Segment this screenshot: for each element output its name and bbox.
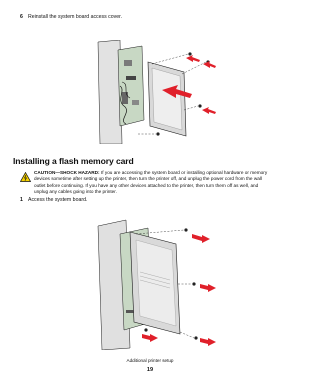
step-text: Reinstall the system board access cover.	[28, 14, 122, 20]
caution-line-4: unplug any cables going into the printer.	[34, 188, 117, 194]
step-number: 6	[20, 14, 23, 20]
cover-reinstall-illustration	[96, 40, 220, 144]
warning-triangle-icon	[20, 172, 31, 182]
caution-line-1: If you are accessing the system board or installing optional hardware or memory	[100, 170, 268, 175]
caution-text	[34, 170, 292, 195]
step-1	[20, 197, 87, 204]
access-board-illustration	[96, 218, 220, 350]
step-number: 1	[20, 197, 23, 203]
footer-section-title: Additional printer setup	[126, 358, 174, 363]
step-6	[20, 14, 122, 21]
shock-hazard-icon	[20, 172, 31, 182]
access-board-drawing	[96, 218, 220, 350]
caution-line-3: outlet before continuing. If you have any other devices attached to the printer, then turn them off as well, and	[34, 182, 259, 188]
caution-line-2: devices sometime after setting up the printer, then turn the printer off, and unplug the power cord from the wall	[34, 176, 262, 182]
page-number: 19	[146, 367, 154, 373]
section-heading: Installing a flash memory card	[13, 156, 134, 166]
step-text: Access the system board.	[28, 197, 88, 203]
caution-label: CAUTION—SHOCK HAZARD:	[34, 170, 100, 175]
cover-reinstall-drawing	[96, 40, 220, 144]
